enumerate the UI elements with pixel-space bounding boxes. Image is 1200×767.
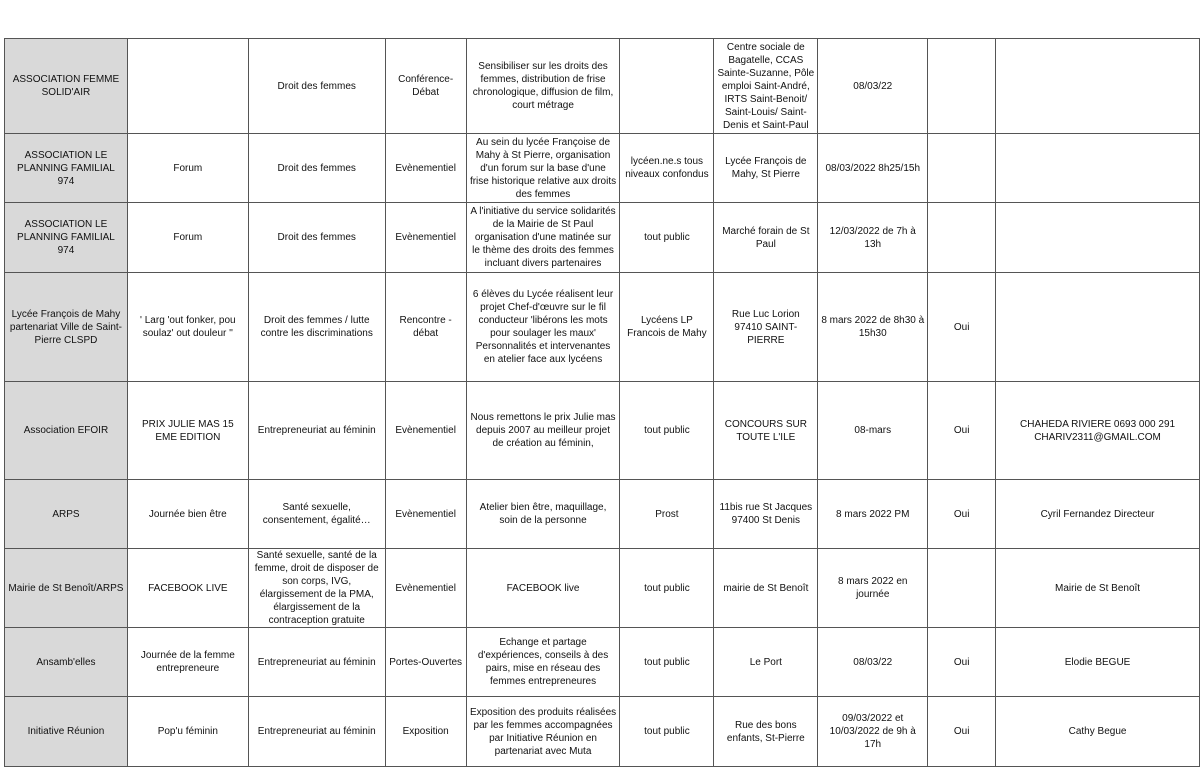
organizer-cell: ASSOCIATION LE PLANNING FAMILIAL 974 xyxy=(5,134,128,203)
theme-cell: Santé sexuelle, consentement, égalité… xyxy=(248,480,385,549)
contact-cell xyxy=(996,39,1200,134)
table-row xyxy=(5,480,1200,549)
organizer-cell: ASSOCIATION LE PLANNING FAMILIAL 974 xyxy=(5,203,128,273)
organizer-cell: Lycée François de Mahy partenariat Ville de Saint-Pierre CLSPD xyxy=(5,273,128,382)
theme-cell: Droit des femmes xyxy=(248,203,385,273)
free-cell: Oui xyxy=(928,628,996,697)
location-cell: Lycée François de Mahy, St Pierre xyxy=(714,134,818,203)
free-cell: Oui xyxy=(928,480,996,549)
event-title-cell: Forum xyxy=(127,134,248,203)
contact-cell: Mairie de St Benoît xyxy=(996,549,1200,628)
location-cell: Rue des bons enfants, St-Pierre xyxy=(714,697,818,767)
event-type-cell: Evènementiel xyxy=(385,203,466,273)
free-cell: Oui xyxy=(928,273,996,382)
free-cell xyxy=(928,134,996,203)
table-row xyxy=(5,203,1200,273)
location-cell: Rue Luc Lorion 97410 SAINT-PIERRE xyxy=(714,273,818,382)
organizer-cell: Ansamb'elles xyxy=(5,628,128,697)
event-title-cell: ' Larg 'out fonker, pou soulaz' out douleur '' xyxy=(127,273,248,382)
organizer-cell: Association EFOIR xyxy=(5,382,128,480)
audience-cell: Lycéens LP Francois de Mahy xyxy=(620,273,714,382)
table-row xyxy=(5,628,1200,697)
event-type-cell: Evènementiel xyxy=(385,549,466,628)
date-cell: 8 mars 2022 PM xyxy=(818,480,928,549)
table-row xyxy=(5,39,1200,134)
date-cell: 12/03/2022 de 7h à 13h xyxy=(818,203,928,273)
contact-cell xyxy=(996,134,1200,203)
description-cell: FACEBOOK live xyxy=(466,549,620,628)
free-cell xyxy=(928,203,996,273)
contact-cell: CHAHEDA RIVIERE 0693 000 291 CHARIV2311@GMAIL.COM xyxy=(996,382,1200,480)
table-row xyxy=(5,134,1200,203)
free-cell xyxy=(928,39,996,134)
location-cell: Centre sociale de Bagatelle, CCAS Sainte-Suzanne, Pôle emploi Saint-André, IRTS Saint-Benoit/ Saint-Louis/ Saint-Denis et Saint-Paul xyxy=(714,39,818,134)
date-cell: 08/03/22 xyxy=(818,628,928,697)
description-cell: Sensibiliser sur les droits des femmes, distribution de frise chronologique, diffusion de film, court métrage xyxy=(466,39,620,134)
contact-cell: Elodie BEGUE xyxy=(996,628,1200,697)
event-title-cell: Pop'u féminin xyxy=(127,697,248,767)
date-cell: 08/03/2022 8h25/15h xyxy=(818,134,928,203)
audience-cell: tout public xyxy=(620,697,714,767)
event-title-cell xyxy=(127,39,248,134)
theme-cell: Droit des femmes xyxy=(248,134,385,203)
audience-cell: tout public xyxy=(620,628,714,697)
location-cell: Le Port xyxy=(714,628,818,697)
organizer-cell: ARPS xyxy=(5,480,128,549)
audience-cell: tout public xyxy=(620,382,714,480)
events-table xyxy=(4,38,1200,767)
event-type-cell: Evènementiel xyxy=(385,134,466,203)
free-cell: Oui xyxy=(928,697,996,767)
table-row xyxy=(5,382,1200,480)
location-cell: mairie de St Benoît xyxy=(714,549,818,628)
event-type-cell: Exposition xyxy=(385,697,466,767)
date-cell: 08/03/22 xyxy=(818,39,928,134)
description-cell: Nous remettons le prix Julie mas depuis 2007 au meilleur projet de création au féminin, xyxy=(466,382,620,480)
audience-cell: Prost xyxy=(620,480,714,549)
date-cell: 08-mars xyxy=(818,382,928,480)
date-cell: 09/03/2022 et 10/03/2022 de 9h à 17h xyxy=(818,697,928,767)
description-cell: A l'initiative du service solidarités de la Mairie de St Paul organisation d'une matinée sur le thème des droits des femmes incluant divers partenaires xyxy=(466,203,620,273)
event-type-cell: Portes-Ouvertes xyxy=(385,628,466,697)
theme-cell: Entrepreneuriat au féminin xyxy=(248,697,385,767)
event-title-cell: Forum xyxy=(127,203,248,273)
audience-cell: lycéen.ne.s tous niveaux confondus xyxy=(620,134,714,203)
audience-cell: tout public xyxy=(620,203,714,273)
organizer-cell: Mairie de St Benoît/ARPS xyxy=(5,549,128,628)
organizer-cell: Initiative Réunion xyxy=(5,697,128,767)
events-table-container xyxy=(4,38,1200,767)
event-type-cell: Rencontre - débat xyxy=(385,273,466,382)
date-cell: 8 mars 2022 en journée xyxy=(818,549,928,628)
event-title-cell: Journée bien être xyxy=(127,480,248,549)
contact-cell: Cathy Begue xyxy=(996,697,1200,767)
description-cell: Au sein du lycée Françoise de Mahy à St Pierre, organisation d'un forum sur la base d'une frise historique relative aux droits des femmes xyxy=(466,134,620,203)
description-cell: Echange et partage d'expériences, conseils à des pairs, mise en réseau des femmes entrepreneures xyxy=(466,628,620,697)
contact-cell xyxy=(996,273,1200,382)
organizer-cell: ASSOCIATION FEMME SOLID'AIR xyxy=(5,39,128,134)
free-cell xyxy=(928,549,996,628)
theme-cell: Droit des femmes xyxy=(248,39,385,134)
table-row xyxy=(5,273,1200,382)
location-cell: Marché forain de St Paul xyxy=(714,203,818,273)
theme-cell: Santé sexuelle, santé de la femme, droit de disposer de son corps, IVG, élargissement de la PMA, élargissement de la contraception gratuite xyxy=(248,549,385,628)
theme-cell: Entrepreneuriat au féminin xyxy=(248,628,385,697)
event-type-cell: Evènementiel xyxy=(385,382,466,480)
audience-cell: tout public xyxy=(620,549,714,628)
theme-cell: Droit des femmes / lutte contre les discriminations xyxy=(248,273,385,382)
description-cell: Atelier bien être, maquillage, soin de la personne xyxy=(466,480,620,549)
free-cell: Oui xyxy=(928,382,996,480)
event-type-cell: Evènementiel xyxy=(385,480,466,549)
contact-cell: Cyril Fernandez Directeur xyxy=(996,480,1200,549)
description-cell: Exposition des produits réalisées par les femmes accompagnées par Initiative Réunion en partenariat avec Muta xyxy=(466,697,620,767)
audience-cell xyxy=(620,39,714,134)
table-row xyxy=(5,549,1200,628)
description-cell: 6 élèves du Lycée réalisent leur projet Chef-d'œuvre sur le fil conducteur 'libérons les mots pour soulager les maux' Personnalités et intervenantes en atelier face aux lycéens xyxy=(466,273,620,382)
event-type-cell: Conférence-Débat xyxy=(385,39,466,134)
date-cell: 8 mars 2022 de 8h30 à 15h30 xyxy=(818,273,928,382)
location-cell: CONCOURS SUR TOUTE L'ILE xyxy=(714,382,818,480)
contact-cell xyxy=(996,203,1200,273)
table-row xyxy=(5,697,1200,767)
location-cell: 11bis rue St Jacques 97400 St Denis xyxy=(714,480,818,549)
event-title-cell: PRIX JULIE MAS 15 EME EDITION xyxy=(127,382,248,480)
event-title-cell: FACEBOOK LIVE xyxy=(127,549,248,628)
theme-cell: Entrepreneuriat au féminin xyxy=(248,382,385,480)
event-title-cell: Journée de la femme entrepreneure xyxy=(127,628,248,697)
